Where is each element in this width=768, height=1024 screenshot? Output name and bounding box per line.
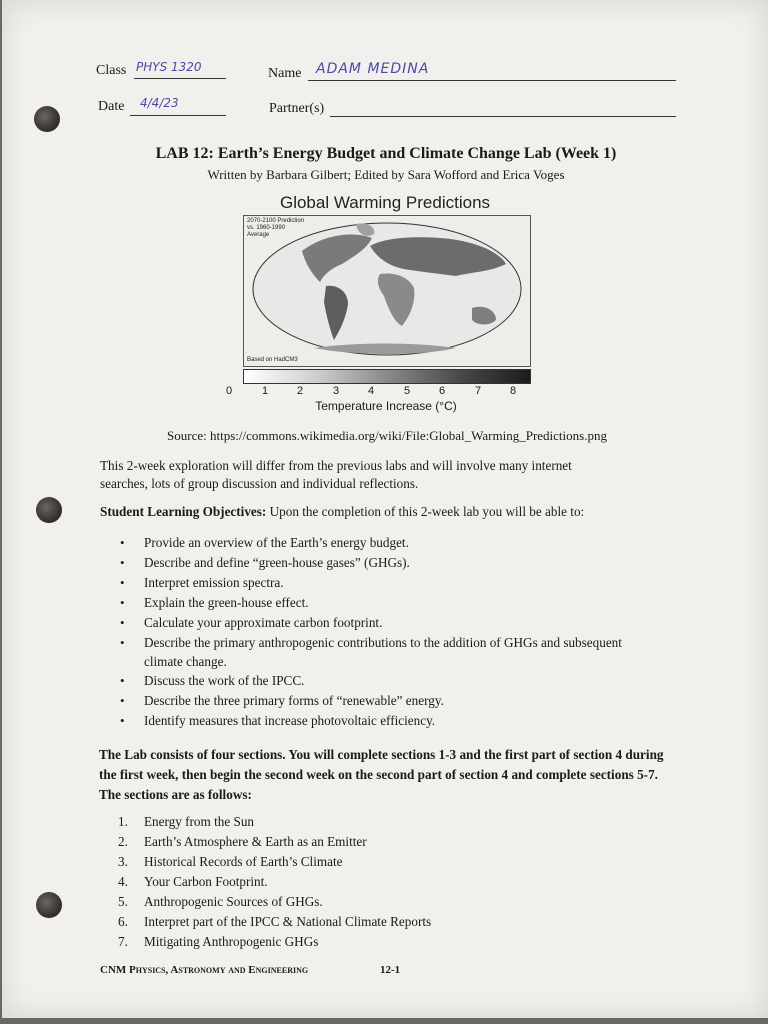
- binder-hole-top: [34, 106, 60, 132]
- list-item: • Explain the green-house effect.: [120, 593, 640, 613]
- scale-tick: 0: [225, 385, 233, 397]
- world-map-figure: [243, 215, 531, 367]
- scale-tick: 5: [403, 385, 411, 397]
- objectives-intro: Student Learning Objectives: Upon the completion of this 2-week lab you will be able to:: [100, 504, 585, 519]
- intro-paragraph: This 2-week exploration will differ from the previous labs and will involve many internet searches, lots of group discussion and individual reflections.: [100, 458, 572, 491]
- list-item: • Identify measures that increase photovoltaic efficiency.: [120, 711, 640, 731]
- figure-title: Global Warming Predictions: [279, 193, 491, 212]
- model-note: Based on HadCM3: [247, 357, 298, 363]
- list-item: 2. Earth’s Atmosphere & Earth as an Emitter: [118, 834, 367, 849]
- footer-department: CNM Physics, Astronomy and Engineering: [100, 964, 309, 976]
- class-handwritten-value: PHYS 1320: [136, 60, 202, 74]
- lab-title: LAB 12: Earth’s Energy Budget and Climate Change Lab (Week 1): [155, 145, 617, 162]
- binder-hole-bottom: [36, 892, 62, 918]
- date-handwritten-value: 4/4/23: [140, 96, 179, 110]
- class-line: [134, 78, 226, 79]
- list-item: • Provide an overview of the Earth’s energy budget.: [120, 533, 640, 553]
- name-handwritten-value: ADAM MEDINA: [316, 61, 430, 77]
- list-item: 4. Your Carbon Footprint.: [118, 874, 268, 889]
- scale-tick: 8: [509, 385, 517, 397]
- list-item: • Discuss the work of the IPCC.: [120, 671, 640, 691]
- lab-byline: Written by Barbara Gilbert; Edited by Sara Wofford and Erica Voges: [207, 167, 565, 182]
- figure-source: Source: https://commons.wikimedia.org/wiki/File:Global_Warming_Predictions.png: [167, 428, 607, 443]
- warming-map-image: [244, 216, 530, 366]
- sections-list: [118, 812, 431, 952]
- list-item: • Calculate your approximate carbon footprint.: [120, 613, 640, 633]
- list-item: 1. Energy from the Sun: [118, 814, 255, 829]
- partners-label: Partner(s): [269, 101, 325, 116]
- date-line: [130, 115, 226, 116]
- date-label: Date: [98, 99, 125, 114]
- list-item: • Describe the three primary forms of “renewable” energy.: [120, 691, 640, 711]
- scale-tick: 6: [438, 385, 446, 397]
- lab-structure-paragraph: The Lab consists of four sections. You will complete sections 1-3 and the first part of section 4 during the first week, then begin the second week on the second part of section 4 and complete sections 5-7. The sections are as follows:: [99, 747, 664, 802]
- list-item: 7. Mitigating Anthropogenic GHGs: [118, 934, 319, 949]
- binder-hole-middle: [36, 497, 62, 523]
- scale-axis-label: Temperature Increase (°C): [315, 399, 457, 413]
- temperature-color-scale: [243, 369, 531, 384]
- scale-tick: 4: [367, 385, 375, 397]
- partners-line: [330, 116, 676, 117]
- footer-page-number: 12-1: [380, 964, 401, 976]
- scale-tick: 7: [474, 385, 482, 397]
- list-item: 5. Anthropogenic Sources of GHGs.: [118, 894, 323, 909]
- class-label: Class: [96, 63, 127, 78]
- list-item: 3. Historical Records of Earth’s Climate: [118, 854, 343, 869]
- lab-handout-page: [2, 0, 768, 1018]
- figure-period-note: 2070-2100 Prediction vs. 1960-1990 Average: [247, 218, 305, 238]
- list-item: • Describe the primary anthropogenic contributions to the addition of GHGs and subsequent climate change.: [120, 633, 640, 671]
- objectives-list: [120, 533, 640, 731]
- list-item: • Describe and define “green-house gases” (GHGs).: [120, 553, 640, 573]
- name-line: [308, 80, 676, 81]
- scale-tick: 1: [261, 385, 269, 397]
- objectives-heading: Student Learning Objectives:: [100, 504, 267, 519]
- scale-tick: 3: [332, 385, 340, 397]
- list-item: 6. Interpret part of the IPCC & National Climate Reports: [118, 914, 432, 929]
- scale-tick: 2: [296, 385, 304, 397]
- list-item: • Interpret emission spectra.: [120, 573, 640, 593]
- name-label: Name: [268, 66, 302, 81]
